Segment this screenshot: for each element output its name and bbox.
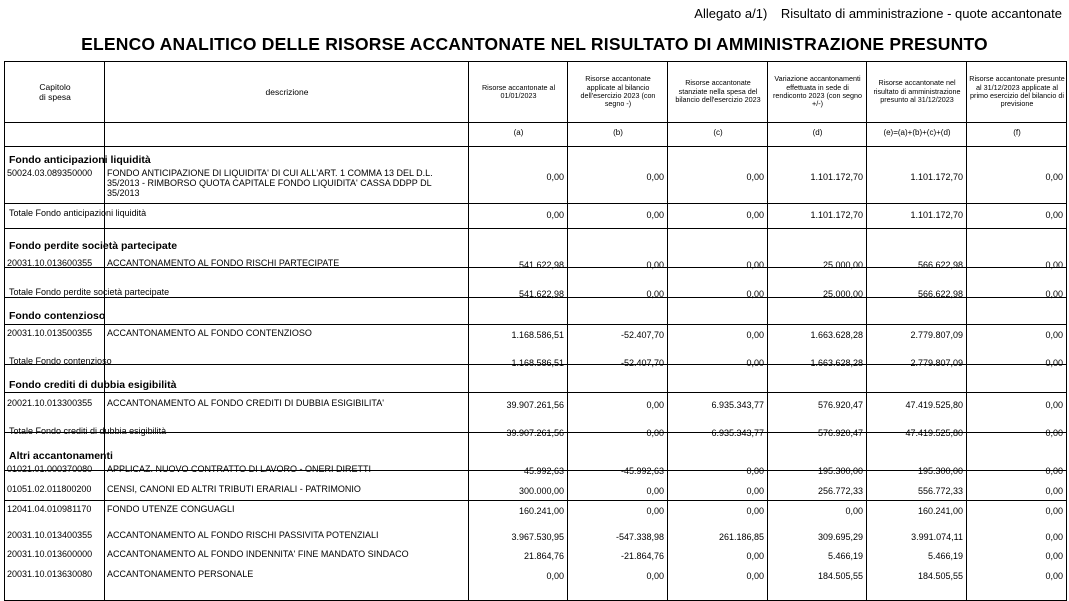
amount-cell: 0,00: [646, 289, 664, 299]
col-header-capitolo: Capitolo di spesa: [39, 82, 71, 102]
item-description: ACCANTONAMENTO AL FONDO CREDITI DI DUBBIA ESIGIBILITA': [107, 398, 384, 408]
col-label-c: (c): [713, 128, 723, 137]
amount-cell: 0,00: [646, 400, 664, 410]
amount-cell: 1.168.586,51: [511, 330, 564, 340]
amount-cell: -547.338,98: [615, 532, 664, 542]
amount-cell: 0,00: [1045, 571, 1063, 581]
amount-cell: 1.168.586,51: [511, 358, 564, 368]
item-description: ACCANTONAMENTO AL FONDO RISCHI PASSIVITA POTENZIALI: [107, 530, 379, 540]
amount-cell: 47.419.525,80: [905, 428, 963, 438]
amount-cell: 300.000,00: [518, 486, 564, 496]
row-separator: [5, 267, 1066, 268]
amount-cell: 2.779.807,09: [910, 358, 963, 368]
amount-cell: 0,00: [646, 260, 664, 270]
col-label-d: (d): [812, 128, 823, 137]
amount-cell: 21.864,76: [523, 551, 564, 561]
amount-cell: 0,00: [746, 358, 764, 368]
amount-cell: 0,00: [546, 172, 564, 182]
amount-cell: 0,00: [746, 551, 764, 561]
amount-cell: -52.407,70: [620, 330, 664, 340]
amount-cell: 39.907.261,56: [506, 428, 564, 438]
amount-cell: 0,00: [1045, 551, 1063, 561]
document-title: ELENCO ANALITICO DELLE RISORSE ACCANTONATE NEL RISULTATO DI AMMINISTRAZIONE PRESUNTO: [81, 34, 988, 54]
capitolo-code: 20031.10.013500355: [7, 328, 93, 338]
amount-cell: 576.920,47: [817, 400, 863, 410]
amount-cell: 6.935.343,77: [711, 400, 764, 410]
amount-cell: -45.992,63: [620, 466, 664, 476]
amount-cell: 0,00: [646, 571, 664, 581]
amount-cell: 2.779.807,09: [910, 330, 963, 340]
amount-cell: 25.000,00: [822, 260, 863, 270]
amount-cell: 1.101.172,70: [810, 210, 863, 220]
capitolo-code: 20031.10.013600355: [7, 258, 93, 268]
capitolo-code: 20031.10.013400355: [7, 530, 93, 540]
amount-cell: 0,00: [646, 172, 664, 182]
amount-cell: 184.505,55: [917, 571, 963, 581]
item-description: FONDO UTENZE CONGUAGLI: [107, 504, 235, 514]
amount-cell: 0,00: [746, 289, 764, 299]
amount-cell: 184.505,55: [817, 571, 863, 581]
amount-cell: -52.407,70: [620, 358, 664, 368]
capitolo-code: 20021.10.013300355: [7, 398, 93, 408]
amount-cell: 3.991.074,11: [911, 532, 963, 542]
row-separator: [5, 228, 1066, 229]
capitolo-code: 12041.04.010981170: [7, 504, 92, 514]
amount-cell: 195.300,00: [917, 466, 963, 476]
amount-cell: 160.241,00: [518, 506, 564, 516]
grid-line: [667, 62, 668, 600]
amount-cell: 1.663.628,28: [810, 330, 863, 340]
total-label: Totale Fondo perdite società partecipate: [9, 287, 170, 297]
item-description: APPLICAZ. NUOVO CONTRATTO DI LAVORO - ONERI DIRETTI: [107, 464, 372, 474]
amount-cell: 195.300,00: [817, 466, 863, 476]
row-separator: [5, 470, 1066, 471]
col-header-descrizione: descrizione: [265, 86, 309, 97]
col-header-e: Risorse accantonate nel risultato di amministrazione presunto al 31/12/2023: [873, 78, 961, 105]
amount-cell: 0,00: [1045, 532, 1063, 542]
col-header-c: Risorse accantonate stanziate nella spesa del bilancio dell'esercizio 2023: [675, 78, 761, 105]
grid-line: [468, 62, 469, 600]
amount-cell: 0,00: [746, 486, 764, 496]
item-description: ACCANTONAMENTO AL FONDO CONTENZIOSO: [107, 328, 312, 338]
row-separator: [5, 364, 1066, 365]
item-description: ACCANTONAMENTO AL FONDO RISCHI PARTECIPATE: [107, 258, 340, 268]
row-separator: [5, 432, 1066, 433]
document-header-right: [684, 6, 1062, 21]
amount-cell: 0,00: [1045, 289, 1063, 299]
accantonamenti-table: [4, 61, 1067, 601]
amount-cell: 45.992,63: [523, 466, 564, 476]
amount-cell: 3.967.530,95: [511, 532, 564, 542]
amount-cell: 0,00: [546, 571, 564, 581]
amount-cell: 47.419.525,80: [905, 400, 963, 410]
amount-cell: 0,00: [1045, 428, 1063, 438]
section-title: Fondo crediti di dubbia esigibilità: [9, 379, 177, 391]
amount-cell: 0,00: [546, 210, 564, 220]
amount-cell: 1.663.628,28: [810, 358, 863, 368]
amount-cell: 0,00: [1045, 358, 1063, 368]
amount-cell: 6.935.343,77: [711, 428, 764, 438]
col-header-d: Variazione accantonamenti effettuata in sede di rendiconto 2023 (con segno +/-): [772, 74, 863, 109]
amount-cell: 0,00: [1045, 172, 1063, 182]
amount-cell: 261.186,85: [718, 532, 764, 542]
amount-cell: 0,00: [1045, 260, 1063, 270]
row-separator: [5, 324, 1066, 325]
row-separator: [5, 500, 1066, 501]
grid-line: [866, 62, 867, 600]
item-description: CENSI, CANONI ED ALTRI TRIBUTI ERARIALI - PATRIMONIO: [107, 484, 361, 494]
amount-cell: 0,00: [1045, 400, 1063, 410]
amount-cell: -21.864,76: [620, 551, 664, 561]
section-title: Fondo anticipazioni liquidità: [9, 154, 151, 166]
grid-line: [5, 122, 1066, 123]
amount-cell: 0,00: [746, 260, 764, 270]
section-title: Fondo contenzioso: [9, 310, 106, 322]
col-label-a: (a): [513, 128, 524, 137]
amount-cell: 566.622,98: [917, 260, 963, 270]
grid-line: [104, 62, 105, 600]
amount-cell: 0,00: [1045, 466, 1063, 476]
total-label: Totale Fondo contenzioso: [9, 356, 112, 366]
grid-line: [966, 62, 967, 600]
amount-cell: 541.622,98: [518, 289, 564, 299]
amount-cell: 0,00: [1045, 330, 1063, 340]
item-description: ACCANTONAMENTO AL FONDO INDENNITA' FINE MANDATO SINDACO: [107, 549, 409, 559]
grid-line: [567, 62, 568, 600]
col-header-a: Risorse accantonate al 01/01/2023: [481, 82, 556, 100]
amount-cell: 576.920,47: [817, 428, 863, 438]
section-title: Fondo perdite società partecipate: [9, 240, 178, 252]
row-separator: [5, 203, 1066, 204]
total-label: Totale Fondo anticipazioni liquidità: [9, 208, 147, 218]
amount-cell: 309.695,29: [817, 532, 863, 542]
document-subtitle: Risultato di amministrazione - quote accantonate: [780, 6, 1062, 21]
amount-cell: 0,00: [746, 571, 764, 581]
amount-cell: 5.466,19: [927, 551, 963, 561]
amount-cell: 0,00: [746, 466, 764, 476]
col-header-f: Risorse accantonate presunte al 31/12/2023 applicate al primo esercizio del bilancio di previsione: [969, 74, 1065, 109]
amount-cell: 5.466,19: [827, 551, 863, 561]
amount-cell: 0,00: [1045, 506, 1063, 516]
amount-cell: 1.101.172,70: [910, 210, 963, 220]
capitolo-code: 20031.10.013630080: [7, 569, 93, 579]
section-title: Altri accantonamenti: [9, 450, 113, 462]
capitolo-code: 01021.01.000370080: [7, 464, 93, 474]
allegato-label: Allegato a/1): [694, 6, 768, 21]
col-label-e: (e)=(a)+(b)+(c)+(d): [883, 128, 951, 137]
item-description: FONDO ANTICIPAZIONE DI LIQUIDITA' DI CUI ALL'ART. 1 COMMA 13 DEL D.L. 35/2013 - RIMBORSO QUOTA CAPITALE FONDO LIQUIDITA' CASSA DDPP DL 35/2013: [107, 168, 433, 198]
amount-cell: 25.000,00: [822, 289, 863, 299]
amount-cell: 0,00: [1045, 210, 1063, 220]
col-label-b: (b): [613, 128, 623, 137]
amount-cell: 556.772,33: [917, 486, 963, 496]
col-label-f: (f): [1013, 128, 1021, 137]
item-description: ACCANTONAMENTO PERSONALE: [107, 569, 254, 579]
amount-cell: 0,00: [646, 506, 664, 516]
amount-cell: 0,00: [646, 486, 664, 496]
amount-cell: 0,00: [646, 428, 664, 438]
row-separator: [5, 297, 1066, 298]
grid-line: [5, 146, 1066, 147]
amount-cell: 1.101.172,70: [810, 172, 863, 182]
capitolo-code: 01051.02.011800200: [7, 484, 92, 494]
capitolo-code: 50024.03.089350000: [7, 168, 93, 178]
amount-cell: 0,00: [845, 506, 863, 516]
amount-cell: 0,00: [746, 506, 764, 516]
amount-cell: 0,00: [646, 210, 664, 220]
row-separator: [5, 392, 1066, 393]
amount-cell: 1.101.172,70: [910, 172, 963, 182]
amount-cell: 0,00: [1045, 486, 1063, 496]
amount-cell: 39.907.261,56: [506, 400, 564, 410]
amount-cell: 256.772,33: [817, 486, 863, 496]
grid-line: [767, 62, 768, 600]
capitolo-code: 20031.10.013600000: [7, 549, 93, 559]
col-header-b: Risorse accantonate applicate al bilancio dell'esercizio 2023 (con segno -): [580, 74, 656, 109]
amount-cell: 0,00: [746, 172, 764, 182]
amount-cell: 160.241,00: [917, 506, 963, 516]
amount-cell: 0,00: [746, 330, 764, 340]
amount-cell: 541.622,98: [518, 260, 564, 270]
amount-cell: 566.622,98: [917, 289, 963, 299]
amount-cell: 0,00: [746, 210, 764, 220]
total-label: Totale Fondo crediti di dubbia esigibilità: [9, 426, 167, 436]
